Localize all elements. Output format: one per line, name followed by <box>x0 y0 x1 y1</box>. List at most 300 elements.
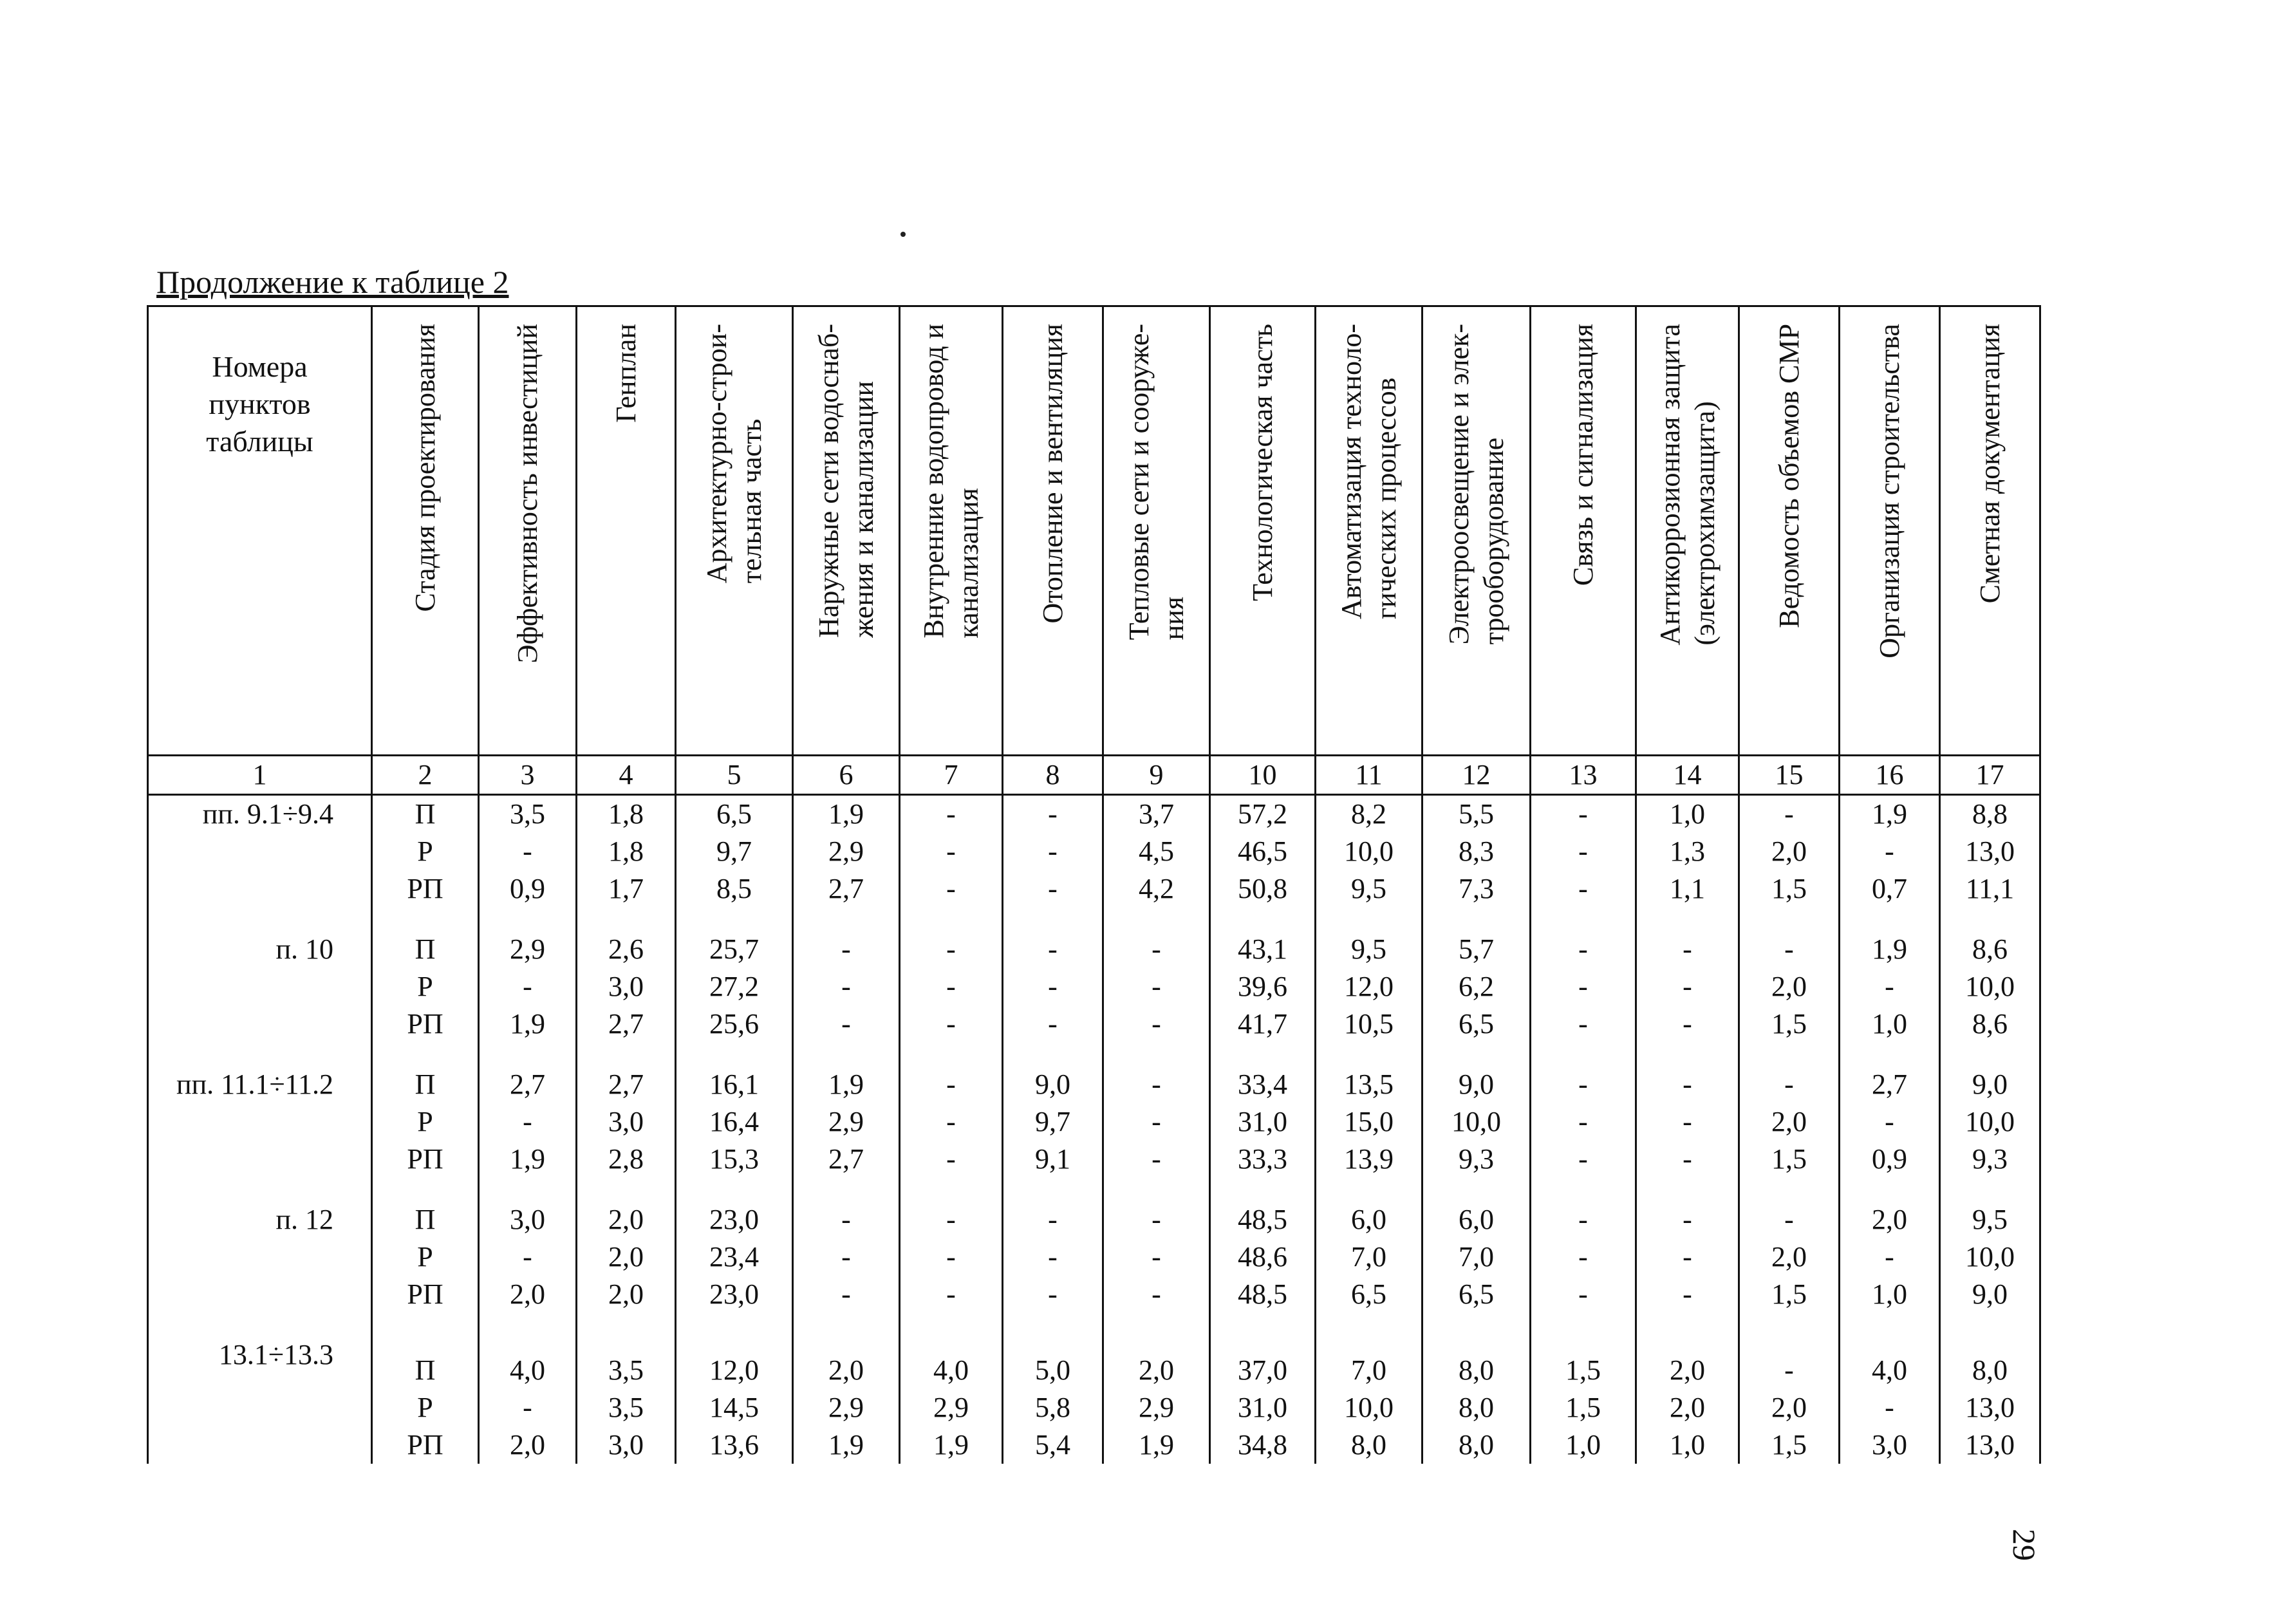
table-row-group <box>148 1066 2040 1178</box>
cell-value: 1,5 <box>1771 1429 1807 1461</box>
header-cell-5 <box>676 306 793 756</box>
cell-value: - <box>1683 1069 1692 1100</box>
spacer-cell <box>676 908 793 931</box>
table-cell <box>1531 931 1636 1043</box>
table-cell <box>1003 1201 1103 1313</box>
cell-value: - <box>1048 933 1058 965</box>
table-cell <box>1739 1201 1840 1313</box>
cell-value: 1,5 <box>1771 1278 1807 1310</box>
cell-value: 5,0 <box>1035 1354 1070 1386</box>
cell-value: - <box>946 1204 956 1235</box>
cell-value: 2,9 <box>933 1392 969 1423</box>
cell-value: 9,3 <box>1459 1143 1494 1175</box>
cell-value: 2,0 <box>510 1278 545 1310</box>
cell-value: - <box>1152 1069 1161 1100</box>
spacer-cell <box>1316 1313 1422 1336</box>
column-number: 12 <box>1422 756 1531 795</box>
header-cell-9 <box>1103 306 1210 756</box>
cell-value: 25,7 <box>709 933 759 965</box>
table-cell <box>1316 931 1422 1043</box>
table-cell <box>1103 1201 1210 1313</box>
cell-value: 10,0 <box>1965 1106 2015 1137</box>
cell-value: 23,4 <box>709 1241 759 1273</box>
cell-value: 50,8 <box>1238 873 1287 904</box>
cell-value: 15,0 <box>1344 1106 1394 1137</box>
spacer-cell <box>1739 908 1840 931</box>
cell-value: РП <box>407 1429 443 1461</box>
cell-value: 31,0 <box>1238 1392 1287 1423</box>
cell-value: 12,0 <box>709 1354 759 1386</box>
cell-value: 4,0 <box>933 1354 969 1386</box>
table-cell <box>1316 1201 1422 1313</box>
row-label <box>148 1201 372 1313</box>
column-number: 16 <box>1840 756 1940 795</box>
cell-value: 1,9 <box>1872 933 1907 965</box>
column-number: 13 <box>1531 756 1636 795</box>
spacer-cell <box>1840 908 1940 931</box>
table-cell <box>676 1201 793 1313</box>
column-number-row <box>148 756 2040 795</box>
table-cell <box>1003 931 1103 1043</box>
spacer-cell <box>1636 1043 1739 1066</box>
header-cell-12 <box>1422 306 1531 756</box>
table-cell <box>577 1066 676 1178</box>
cell-value: 9,5 <box>1351 933 1386 965</box>
table-cell <box>372 1066 479 1178</box>
cell-value: 1,0 <box>1565 1429 1601 1461</box>
cell-value: 2,0 <box>1771 1241 1807 1273</box>
cell-value: 13,0 <box>1965 1392 2015 1423</box>
cell-value: 39,6 <box>1238 971 1287 1002</box>
header-cell-numbers: Номера пунктов таблицы <box>148 306 372 756</box>
cell-value: 13,6 <box>709 1429 759 1461</box>
cell-value: 2,0 <box>1139 1354 1174 1386</box>
row-label <box>148 1066 372 1178</box>
spacer-row <box>148 1178 2040 1201</box>
cell-value: 12,0 <box>1344 971 1394 1002</box>
table-row-group <box>148 795 2040 908</box>
cell-value: 2,7 <box>608 1008 644 1040</box>
table-cell <box>676 1066 793 1178</box>
cell-value: 5,5 <box>1459 798 1494 830</box>
cell-value: 8,3 <box>1459 835 1494 867</box>
cell-value: 8,0 <box>1459 1429 1494 1461</box>
spacer-cell <box>1210 1313 1316 1336</box>
cell-value: - <box>1152 1143 1161 1175</box>
cell-value: 2,0 <box>608 1278 644 1310</box>
cell-value: - <box>841 1008 851 1040</box>
cell-value: 2,0 <box>1670 1392 1705 1423</box>
table-cell <box>900 795 1003 908</box>
table-cell <box>577 795 676 908</box>
cell-value: 2,0 <box>510 1429 545 1461</box>
cell-value: 57,2 <box>1238 798 1287 830</box>
cell-value: 13,9 <box>1344 1143 1394 1175</box>
cell-value: - <box>1578 873 1588 904</box>
cell-value: - <box>841 933 851 965</box>
spacer-cell <box>900 1043 1003 1066</box>
cell-value: 2,0 <box>1771 835 1807 867</box>
table-cell <box>1840 1201 1940 1313</box>
cell-value: 1,0 <box>1872 1278 1907 1310</box>
row-label-text: п. 10 <box>275 933 333 965</box>
cell-value: 0,7 <box>1872 873 1907 904</box>
cell-value: П <box>415 1204 436 1235</box>
spacer-cell <box>372 1178 479 1201</box>
cell-value: 15,3 <box>709 1143 759 1175</box>
cell-value: - <box>1578 1069 1588 1100</box>
cell-value: - <box>841 971 851 1002</box>
cell-value: 41,7 <box>1238 1008 1287 1040</box>
table-cell <box>1316 1066 1422 1178</box>
spacer-cell <box>676 1313 793 1336</box>
cell-value: - <box>1152 971 1161 1002</box>
cell-value: - <box>1152 1204 1161 1235</box>
table-cell <box>1636 1066 1739 1178</box>
table-row-group <box>148 1336 2040 1464</box>
table-cell <box>1316 795 1422 908</box>
spacer-cell <box>148 1313 372 1336</box>
cell-value: - <box>1152 1106 1161 1137</box>
cell-value: - <box>1578 1106 1588 1137</box>
cell-value: 3,5 <box>608 1354 644 1386</box>
cell-value: 6,0 <box>1459 1204 1494 1235</box>
table-cell <box>676 931 793 1043</box>
column-number: 3 <box>479 756 577 795</box>
cell-value: П <box>415 933 436 965</box>
spacer-cell <box>1103 1043 1210 1066</box>
table-cell <box>1210 1201 1316 1313</box>
cell-value: - <box>1683 933 1692 965</box>
table-cell <box>1103 795 1210 908</box>
header-cell-16 <box>1840 306 1940 756</box>
spacer-cell <box>1636 1178 1739 1201</box>
cell-value: - <box>1578 835 1588 867</box>
cell-value: - <box>1683 1278 1692 1310</box>
cell-value: 8,6 <box>1972 1008 2008 1040</box>
table-cell <box>1316 1336 1422 1464</box>
cell-value: 10,0 <box>1344 1392 1394 1423</box>
header-label: Организация строительства <box>1873 324 1905 658</box>
cell-value: 2,0 <box>1670 1354 1705 1386</box>
table-cell <box>676 1336 793 1464</box>
cell-value: - <box>1048 1241 1058 1273</box>
cell-value: - <box>1683 1241 1692 1273</box>
cell-value: 1,0 <box>1670 798 1705 830</box>
cell-value: 6,2 <box>1459 971 1494 1002</box>
cell-value: - <box>523 971 532 1002</box>
table-cell <box>793 1336 900 1464</box>
cell-value: 0,9 <box>1872 1143 1907 1175</box>
cell-value: 10,0 <box>1451 1106 1501 1137</box>
spacer-cell <box>1316 908 1422 931</box>
spacer-cell <box>1940 908 2040 931</box>
spacer-cell <box>900 1178 1003 1201</box>
table-cell <box>479 1066 577 1178</box>
table-cell <box>372 1336 479 1464</box>
cell-value: - <box>1048 873 1058 904</box>
table-cell <box>1003 795 1103 908</box>
cell-value: 8,0 <box>1459 1354 1494 1386</box>
column-number: 2 <box>372 756 479 795</box>
cell-value: - <box>1784 933 1794 965</box>
cell-value: 1,5 <box>1565 1354 1601 1386</box>
table-cell <box>1103 1336 1210 1464</box>
spacer-cell <box>1422 908 1531 931</box>
cell-value: 7,0 <box>1351 1354 1386 1386</box>
column-number: 15 <box>1739 756 1840 795</box>
cell-value: 9,7 <box>716 835 752 867</box>
table-cell <box>1636 1201 1739 1313</box>
header-cell-8 <box>1003 306 1103 756</box>
table-cell <box>793 1066 900 1178</box>
table-cell <box>1422 931 1531 1043</box>
header-cell-17 <box>1940 306 2040 756</box>
cell-value: 13,5 <box>1344 1069 1394 1100</box>
cell-value: 43,1 <box>1238 933 1287 965</box>
column-number: 4 <box>577 756 676 795</box>
table-cell <box>577 931 676 1043</box>
row-label <box>148 931 372 1043</box>
cell-value: 6,5 <box>1351 1278 1386 1310</box>
table-cell <box>577 1201 676 1313</box>
cell-value: - <box>1885 835 1894 867</box>
cell-value: 46,5 <box>1238 835 1287 867</box>
table-cell <box>1103 1066 1210 1178</box>
cell-value: Р <box>417 1106 433 1137</box>
spacer-cell <box>1531 1043 1636 1066</box>
spacer-row <box>148 908 2040 931</box>
table-cell <box>1531 1201 1636 1313</box>
cell-value: 3,0 <box>608 1429 644 1461</box>
cell-value: 13,0 <box>1965 835 2015 867</box>
spacer-cell <box>1103 908 1210 931</box>
cell-value: 9,0 <box>1972 1069 2008 1100</box>
cell-value: 2,0 <box>1771 1106 1807 1137</box>
header-label: Наружные сети водоснаб- жения и канализации <box>812 324 879 638</box>
cell-value: - <box>1784 1354 1794 1386</box>
spacer-cell <box>900 908 1003 931</box>
spacer-cell <box>372 1313 479 1336</box>
table-cell <box>1210 931 1316 1043</box>
table-cell <box>1636 795 1739 908</box>
table-cell <box>1940 1066 2040 1178</box>
header-cell-4 <box>577 306 676 756</box>
header-label: Связь и сигнализация <box>1567 324 1599 586</box>
cell-value: 1,0 <box>1872 1008 1907 1040</box>
header-cell-13 <box>1531 306 1636 756</box>
cell-value: 2,7 <box>608 1069 644 1100</box>
spacer-cell <box>1003 1178 1103 1201</box>
row-label-text: пп. 9.1÷9.4 <box>202 798 333 830</box>
header-row <box>148 306 2040 756</box>
spacer-cell <box>372 908 479 931</box>
table-cell <box>479 1201 577 1313</box>
spacer-cell <box>1739 1313 1840 1336</box>
cell-value: - <box>1578 1204 1588 1235</box>
cell-value: 4,0 <box>510 1354 545 1386</box>
table-cell <box>1940 1201 2040 1313</box>
header-label: Сметная документация <box>1973 324 2006 604</box>
cell-value: - <box>1048 798 1058 830</box>
cell-value: - <box>1784 1204 1794 1235</box>
cell-value: П <box>415 798 436 830</box>
table-cell <box>1840 931 1940 1043</box>
spacer-cell <box>900 1313 1003 1336</box>
cell-value: 1,9 <box>510 1143 545 1175</box>
cell-value: - <box>1048 835 1058 867</box>
cell-value: 2,7 <box>828 873 864 904</box>
cell-value: - <box>523 1241 532 1273</box>
cell-value: 2,6 <box>608 933 644 965</box>
cell-value: 3,0 <box>608 1106 644 1137</box>
cell-value: 1,5 <box>1771 1008 1807 1040</box>
header-label: Эффективность инвестиций <box>511 324 543 664</box>
spacer-cell <box>1003 1043 1103 1066</box>
cell-value: - <box>1048 1204 1058 1235</box>
cell-value: 2,0 <box>828 1354 864 1386</box>
cell-value: - <box>1683 1143 1692 1175</box>
table-cell <box>1739 795 1840 908</box>
table-cell <box>793 795 900 908</box>
cell-value: - <box>1578 933 1588 965</box>
cell-value: - <box>1578 1008 1588 1040</box>
spacer-cell <box>793 1178 900 1201</box>
cell-value: 8,6 <box>1972 933 2008 965</box>
spacer-cell <box>1531 1313 1636 1336</box>
header-label: Антикоррозионная защита (электрохимзащита) <box>1654 324 1721 646</box>
cell-value: 1,5 <box>1565 1392 1601 1423</box>
cell-value: - <box>946 1143 956 1175</box>
cell-value: 2,0 <box>608 1204 644 1235</box>
cell-value: 9,1 <box>1035 1143 1070 1175</box>
cell-value: 48,6 <box>1238 1241 1287 1273</box>
column-number: 10 <box>1210 756 1316 795</box>
cell-value: 1,9 <box>1872 798 1907 830</box>
cell-value: - <box>946 1106 956 1137</box>
spacer-cell <box>1840 1043 1940 1066</box>
header-cell-11 <box>1316 306 1422 756</box>
cell-value: 1,9 <box>828 1429 864 1461</box>
cell-value: - <box>1683 971 1692 1002</box>
cell-value: 11,1 <box>1965 873 2015 904</box>
table-cell <box>1531 795 1636 908</box>
spacer-cell <box>793 1043 900 1066</box>
cell-value: - <box>1885 1106 1894 1137</box>
cell-value: 10,0 <box>1965 971 2015 1002</box>
table-cell <box>1210 1336 1316 1464</box>
spacer-cell <box>1210 1178 1316 1201</box>
cell-value: 0,9 <box>510 873 545 904</box>
table-cell <box>1840 1066 1940 1178</box>
cell-value: - <box>523 1392 532 1423</box>
spacer-cell <box>1316 1178 1422 1201</box>
cell-value: 9,5 <box>1972 1204 2008 1235</box>
spacer-cell <box>1210 1043 1316 1066</box>
table-cell <box>1940 931 2040 1043</box>
cell-value: 7,3 <box>1459 873 1494 904</box>
cell-value: 1,3 <box>1670 835 1705 867</box>
cell-value: 23,0 <box>709 1278 759 1310</box>
table-cell <box>1422 1336 1531 1464</box>
row-label-text: пп. 11.1÷11.2 <box>176 1069 333 1100</box>
cell-value: 48,5 <box>1238 1278 1287 1310</box>
spacer-cell <box>1316 1043 1422 1066</box>
spacer-cell <box>577 908 676 931</box>
cell-value: 33,3 <box>1238 1143 1287 1175</box>
cell-value: - <box>523 835 532 867</box>
cell-value: - <box>1578 971 1588 1002</box>
cell-value: РП <box>407 1143 443 1175</box>
table-cell <box>1739 931 1840 1043</box>
cell-value: - <box>946 1008 956 1040</box>
cell-value: - <box>946 873 956 904</box>
spacer-cell <box>1531 1178 1636 1201</box>
cell-value: 6,0 <box>1351 1204 1386 1235</box>
table-row-group <box>148 1201 2040 1313</box>
cell-value: 2,7 <box>510 1069 545 1100</box>
cell-value: 16,4 <box>709 1106 759 1137</box>
cell-value: 10,5 <box>1344 1008 1394 1040</box>
column-number: 7 <box>900 756 1003 795</box>
cell-value: - <box>1578 798 1588 830</box>
row-label-text: 13.1÷13.3 <box>218 1339 333 1370</box>
cell-value: - <box>1683 1008 1692 1040</box>
spacer-cell <box>1422 1313 1531 1336</box>
spacer-cell <box>1422 1178 1531 1201</box>
header-label: Тепловые сети и сооруже- ния <box>1123 324 1189 640</box>
table-cell <box>1840 1336 1940 1464</box>
cell-value: - <box>1885 1241 1894 1273</box>
cell-value: 31,0 <box>1238 1106 1287 1137</box>
cell-value: - <box>1784 1069 1794 1100</box>
cell-value: 2,9 <box>1139 1392 1174 1423</box>
cell-value: - <box>946 1069 956 1100</box>
table-cell <box>479 795 577 908</box>
header-label: Стадия проектирования <box>409 324 441 612</box>
table-cell <box>900 931 1003 1043</box>
cell-value: 37,0 <box>1238 1354 1287 1386</box>
cell-value: 8,2 <box>1351 798 1386 830</box>
table-cell <box>1739 1066 1840 1178</box>
column-number: 8 <box>1003 756 1103 795</box>
spacer-cell <box>1840 1178 1940 1201</box>
cell-value: 1,8 <box>608 835 644 867</box>
spacer-cell <box>1636 908 1739 931</box>
cell-value: 2,0 <box>1872 1204 1907 1235</box>
cell-value: 16,1 <box>709 1069 759 1100</box>
cell-value: 1,1 <box>1670 873 1705 904</box>
cell-value: - <box>1152 1278 1161 1310</box>
cell-value: 2,8 <box>608 1143 644 1175</box>
cell-value: 8,0 <box>1351 1429 1386 1461</box>
cell-value: - <box>1048 1008 1058 1040</box>
cell-value: 7,0 <box>1351 1241 1386 1273</box>
header-label: Архитектурно-строи- тельная часть <box>700 324 767 584</box>
spacer-cell <box>1739 1178 1840 1201</box>
spacer-cell <box>793 1313 900 1336</box>
table-cell <box>793 1201 900 1313</box>
spacer-row <box>148 1313 2040 1336</box>
cell-value: 9,0 <box>1972 1278 2008 1310</box>
table-cell <box>577 1336 676 1464</box>
cell-value: 4,5 <box>1139 835 1174 867</box>
cell-value: - <box>523 1106 532 1137</box>
cell-value: - <box>841 1278 851 1310</box>
cell-value: - <box>1784 798 1794 830</box>
table-cell <box>900 1336 1003 1464</box>
cell-value: Р <box>417 1392 433 1423</box>
